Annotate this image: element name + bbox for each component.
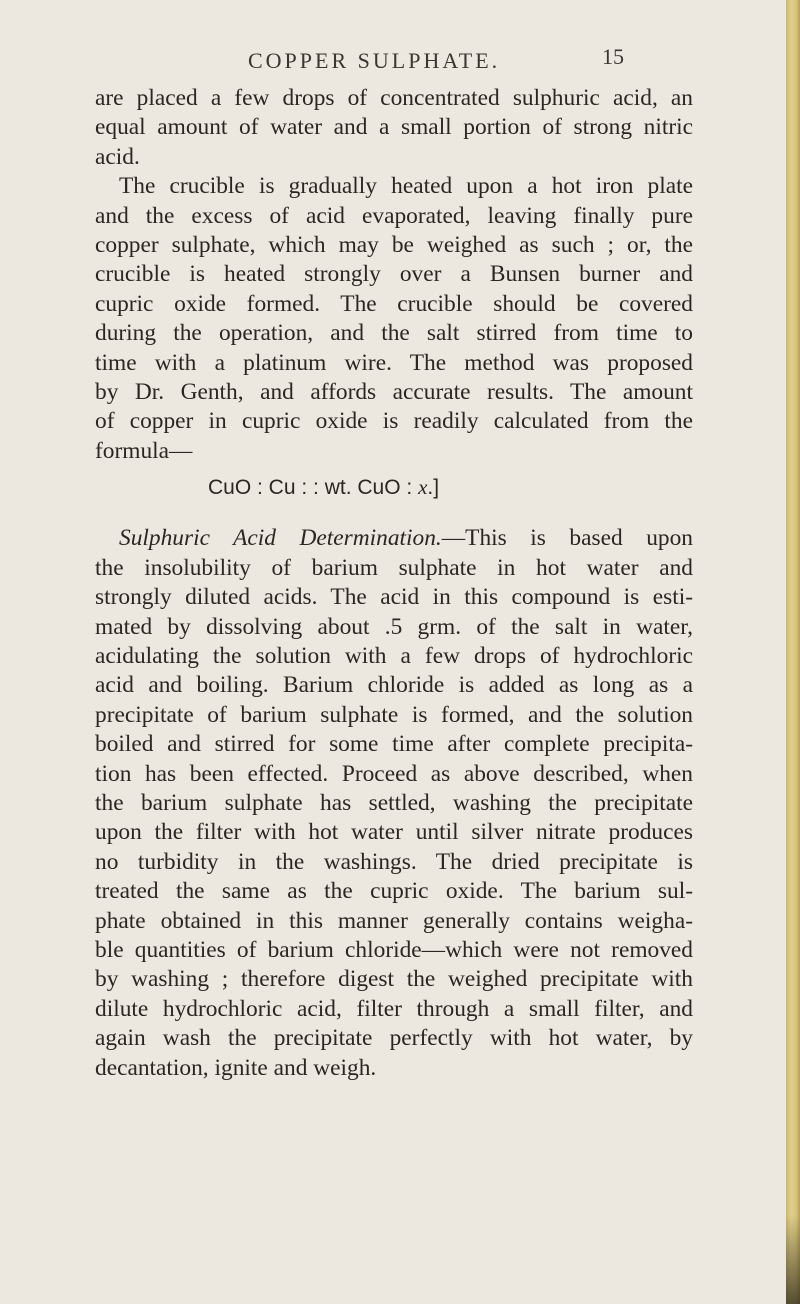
section-heading: Sulphuric Acid Determination. — [119, 525, 442, 552]
text-line: acid and boiling. Barium chloride is added as long as a — [95, 672, 693, 699]
text-line: are placed a few drops of concentrated sulphuric acid, an — [95, 85, 693, 111]
text-line: during the operation, and the salt stirred from time to — [95, 320, 693, 347]
formula — [95, 473, 693, 502]
page-number: 15 — [602, 44, 624, 69]
body-text — [95, 84, 693, 1083]
text-line: cupric oxide formed. The crucible should be covered — [95, 290, 693, 317]
paragraph-2 — [95, 172, 693, 466]
text-line: crucible is heated strongly over a Bunsen burner and — [95, 261, 693, 288]
formula-closing: .] — [427, 476, 440, 500]
formula-text: CuO : Cu : : wt. CuO : — [208, 476, 419, 500]
text-line: strongly diluted acids. The acid in this compound is esti- — [95, 584, 693, 611]
text-line: again wash the precipitate perfectly with hot water, by — [95, 1025, 693, 1052]
text-line: time with a platinum wire. The method was proposed — [95, 349, 693, 376]
text-line: tion has been effected. Proceed as above described, when — [95, 760, 693, 787]
text-line: and the excess of acid evaporated, leaving finally pure — [95, 202, 693, 229]
text-line: copper sulphate, which may be weighed as such ; or, the — [95, 231, 693, 258]
text-line: decantation, ignite and weigh. — [95, 1054, 377, 1081]
page-edge — [786, 0, 800, 1304]
text-line: equal amount of water and a small portion of strong nitric — [95, 114, 693, 141]
formula-variable: x — [418, 475, 428, 500]
paragraph-1 — [95, 84, 693, 172]
running-title: COPPER SULPHATE. — [248, 48, 501, 73]
text-line: no turbidity in the washings. The dried precipitate is — [95, 848, 693, 875]
text-line: treated the same as the cupric oxide. The barium sul- — [95, 878, 693, 905]
page-edge-shadow — [786, 1215, 800, 1304]
text-line: acidulating the solution with a few drops of hydrochloric — [95, 643, 693, 670]
text-line: the insolubility of barium sulphate in hot water and — [95, 554, 693, 581]
paragraph-3 — [95, 524, 693, 1082]
text-line: The crucible is gradually heated upon a hot iron plate — [119, 173, 693, 200]
text-line: formula— — [95, 437, 193, 464]
text-line: by Dr. Genth, and affords accurate results. The amount — [95, 378, 693, 405]
text-line: mated by dissolving about .5 grm. of the salt in water, — [95, 613, 693, 640]
text-line: the barium sulphate has settled, washing the precipitate — [95, 789, 693, 816]
text-line: phate obtained in this manner generally contains weigha- — [95, 907, 693, 934]
heading-continuation: —This is based upon — [441, 525, 693, 552]
text-line: upon the filter with hot water until silver nitrate produces — [95, 819, 693, 846]
text-line: of copper in cupric oxide is readily calculated from the — [95, 408, 693, 435]
text-line: ble quantities of barium chloride—which were not removed — [95, 936, 693, 963]
text-line — [95, 524, 693, 553]
text-line: boiled and stirred for some time after complete precipita- — [95, 731, 693, 758]
text-line: acid. — [95, 143, 140, 170]
text-line: by washing ; therefore digest the weighed precipitate with — [95, 966, 693, 993]
text-line: dilute hydrochloric acid, filter through a small filter, and — [95, 995, 693, 1022]
text-line: precipitate of barium sulphate is formed, and the solution — [95, 701, 693, 728]
